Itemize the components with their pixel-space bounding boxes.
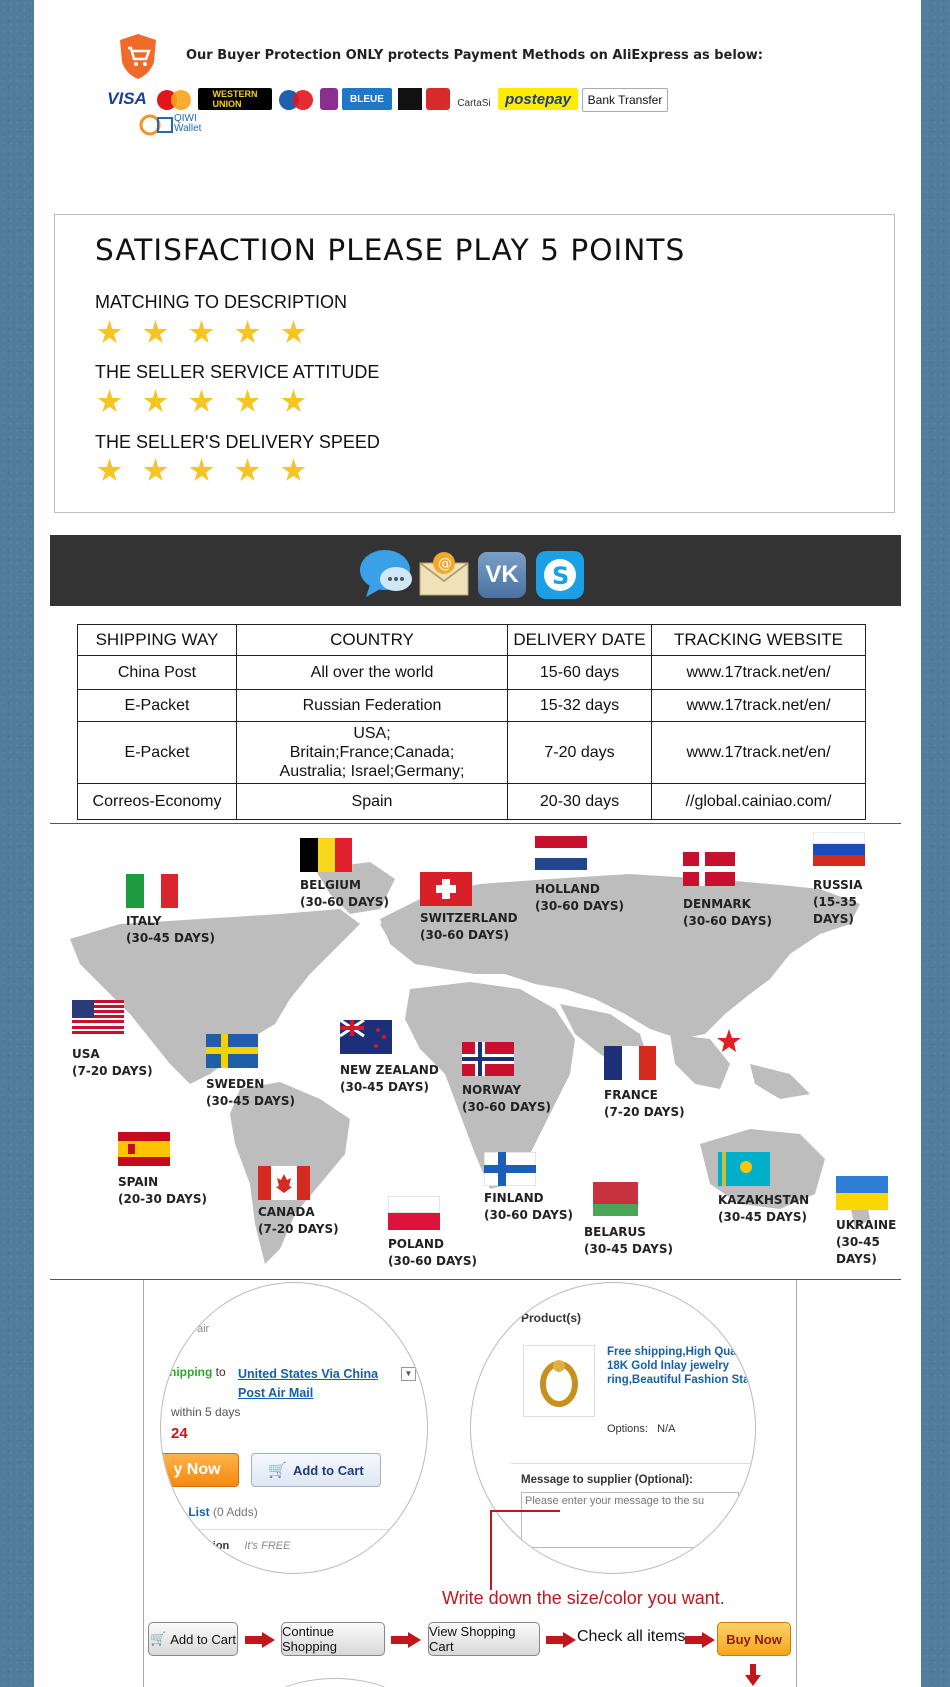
france-label: FRANCE (7-20 DAYS) bbox=[604, 1088, 685, 1119]
shipping-table bbox=[77, 624, 866, 820]
table-row bbox=[78, 784, 866, 820]
order-guide bbox=[143, 1280, 797, 1687]
header-delivery-date: DELIVERY DATE bbox=[508, 625, 652, 656]
star-icon bbox=[281, 320, 306, 345]
star-icon bbox=[143, 389, 168, 414]
star-icon bbox=[97, 389, 122, 414]
cell-country: Russian Federation bbox=[237, 690, 508, 722]
pointer-line bbox=[490, 1510, 492, 1590]
buy-now-label: y Now bbox=[173, 1461, 221, 1478]
switzerland-flag-icon bbox=[420, 872, 472, 906]
russia-flag-icon bbox=[813, 832, 865, 866]
cut-text: air bbox=[197, 1323, 210, 1335]
cart-icon: 🛒 bbox=[268, 1462, 287, 1479]
table-header-row bbox=[78, 625, 866, 656]
cell-tracking-website: www.17track.net/en/ bbox=[652, 722, 866, 784]
belgium-label: BELGIUM (30-60 DAYS) bbox=[300, 878, 389, 909]
instruction-text: Write down the size/color you want. bbox=[442, 1588, 725, 1608]
star-icon bbox=[189, 458, 214, 483]
cell-tracking-website: www.17track.net/en/ bbox=[652, 690, 866, 722]
message-section bbox=[511, 1463, 756, 1548]
cartasi-logo: CartaSi bbox=[457, 97, 491, 109]
belgium-flag-icon bbox=[300, 838, 352, 872]
denmark-flag-icon bbox=[683, 852, 735, 886]
star-icon bbox=[235, 389, 260, 414]
table-row bbox=[78, 722, 866, 784]
ukraine-label: UKRAINE (30-45 DAYS) bbox=[836, 1218, 897, 1266]
holland-label: HOLLAND (30-60 DAYS) bbox=[535, 882, 624, 913]
add-to-cart-label: Add to Cart bbox=[292, 1462, 364, 1478]
kazakhstan-label: KAZAKHSTAN (30-45 DAYS) bbox=[718, 1193, 810, 1224]
star-icon bbox=[235, 320, 260, 345]
table-row bbox=[78, 656, 866, 690]
cell-shipping-way: China Post bbox=[78, 656, 237, 690]
free-shipping-text: hipping bbox=[169, 1365, 213, 1379]
star-rating-description bbox=[97, 320, 327, 350]
poland-flag-icon bbox=[388, 1196, 440, 1230]
message-textarea[interactable]: Please enter your message to the su bbox=[521, 1492, 739, 1548]
rating-label-delivery: THE SELLER'S DELIVERY SPEED bbox=[95, 432, 380, 452]
zoom-circle-right bbox=[470, 1282, 756, 1574]
star-rating-delivery bbox=[97, 458, 327, 488]
canada-label: CANADA (7-20 DAYS) bbox=[258, 1205, 339, 1236]
star-icon bbox=[281, 458, 306, 483]
bank-transfer-logo: Bank Transfer bbox=[582, 88, 668, 112]
new-zealand-flag-icon bbox=[340, 1020, 392, 1054]
cell-country: Spain bbox=[237, 784, 508, 820]
finland-label: FINLAND (30-60 DAYS) bbox=[484, 1191, 573, 1222]
product-title-link[interactable]: Free shipping,High Qua 18K Gold Inlay jewelry ring,Beautiful Fashion Sta bbox=[607, 1346, 750, 1386]
payment-badge-icon bbox=[320, 88, 338, 110]
continue-shopping-button[interactable] bbox=[281, 1622, 385, 1656]
wishlist-row[interactable] bbox=[171, 1505, 258, 1519]
mastercard-logo bbox=[154, 89, 194, 111]
view-shopping-cart-button[interactable] bbox=[428, 1622, 540, 1656]
zoom-circle-bottom bbox=[264, 1678, 406, 1687]
rating-label-description: MATCHING TO DESCRIPTION bbox=[95, 292, 348, 312]
cell-shipping-way: E-Packet bbox=[78, 722, 237, 784]
cell-shipping-way: Correos-Economy bbox=[78, 784, 237, 820]
belarus-label: BELARUS (30-45 DAYS) bbox=[584, 1225, 673, 1256]
step-label: View Shopping Cart bbox=[429, 1624, 516, 1654]
star-icon bbox=[281, 389, 306, 414]
table-row bbox=[78, 690, 866, 722]
svg-text:S: S bbox=[552, 562, 570, 590]
options-value: N/A bbox=[657, 1423, 676, 1435]
wishlist-count: (0 Adds) bbox=[213, 1505, 258, 1519]
step-add-to-cart-button[interactable] bbox=[148, 1622, 238, 1656]
usa-label: USA (7-20 DAYS) bbox=[72, 1047, 153, 1078]
star-icon bbox=[97, 458, 122, 483]
payment-badge-icon bbox=[398, 88, 422, 110]
cell-delivery-date: 20-30 days bbox=[508, 784, 652, 820]
step-label: Add to Cart bbox=[170, 1631, 236, 1647]
cell-shipping-way: E-Packet bbox=[78, 690, 237, 722]
skype-icon[interactable] bbox=[536, 551, 584, 599]
step-label: Continue Shopping bbox=[282, 1624, 337, 1654]
sweden-flag-icon bbox=[206, 1034, 258, 1068]
to-text: to bbox=[215, 1365, 226, 1379]
buy-now-button[interactable] bbox=[717, 1622, 791, 1656]
email-icon[interactable] bbox=[418, 549, 470, 597]
denmark-label: DENMARK (30-60 DAYS) bbox=[683, 897, 772, 928]
arrow-right-icon bbox=[391, 1632, 421, 1646]
star-icon bbox=[143, 320, 168, 345]
protection-text: ction bbox=[203, 1540, 230, 1552]
world-map-section bbox=[50, 824, 901, 1279]
message-label: Message to supplier (Optional): bbox=[521, 1474, 693, 1486]
cart-icon: 🛒 bbox=[150, 1631, 167, 1646]
add-to-cart-button-zoom[interactable] bbox=[251, 1453, 381, 1487]
italy-label: ITALY (30-45 DAYS) bbox=[126, 914, 215, 945]
delivery-time-text: within 5 days bbox=[171, 1405, 241, 1419]
spain-flag-icon bbox=[118, 1132, 170, 1166]
italy-flag-icon bbox=[126, 874, 178, 908]
new-zealand-label: NEW ZEALAND (30-45 DAYS) bbox=[340, 1063, 439, 1094]
kazakhstan-flag-icon bbox=[718, 1152, 770, 1186]
star-rating-service bbox=[97, 389, 327, 419]
star-icon bbox=[189, 389, 214, 414]
rating-label-service: THE SELLER SERVICE ATTITUDE bbox=[95, 362, 380, 382]
visa-logo: VISA bbox=[107, 89, 147, 108]
cell-tracking-website: //global.cainiao.com/ bbox=[652, 784, 866, 820]
header-country: COUNTRY bbox=[237, 625, 508, 656]
product-description-page bbox=[34, 0, 921, 1687]
svg-text:@: @ bbox=[438, 556, 452, 572]
star-icon bbox=[97, 320, 122, 345]
arrow-right-icon bbox=[546, 1632, 576, 1646]
check-all-items-text: Check all items bbox=[577, 1628, 686, 1645]
poland-label: POLAND (30-60 DAYS) bbox=[388, 1237, 477, 1268]
product-image bbox=[523, 1345, 595, 1417]
chat-bubble-icon[interactable] bbox=[358, 547, 416, 599]
zoom-circle-left bbox=[160, 1282, 428, 1574]
finland-flag-icon bbox=[484, 1152, 536, 1186]
canada-flag-icon bbox=[258, 1166, 310, 1200]
switzerland-label: SWITZERLAND (30-60 DAYS) bbox=[420, 911, 518, 942]
maestro-logo bbox=[276, 89, 316, 111]
shipping-row bbox=[169, 1365, 226, 1379]
products-header: Product(s) bbox=[521, 1311, 581, 1325]
cell-delivery-date: 7-20 days bbox=[508, 722, 652, 784]
dropdown-icon[interactable]: ▼ bbox=[401, 1367, 416, 1381]
shipping-method-link[interactable] bbox=[238, 1365, 378, 1403]
belarus-flag-icon bbox=[586, 1182, 638, 1216]
norway-flag-icon bbox=[462, 1042, 514, 1076]
cell-tracking-website: www.17track.net/en/ bbox=[652, 656, 866, 690]
sweden-label: SWEDEN (30-45 DAYS) bbox=[206, 1077, 295, 1108]
payment-badge-icon bbox=[426, 88, 450, 110]
pointer-line bbox=[490, 1510, 560, 1512]
qiwi-wallet-logo: QIWI Wallet bbox=[138, 114, 218, 136]
star-icon bbox=[143, 458, 168, 483]
cart-shield-icon bbox=[118, 32, 158, 80]
star-icon bbox=[235, 458, 260, 483]
ukraine-flag-icon bbox=[836, 1176, 888, 1210]
step-label: Buy Now bbox=[726, 1631, 782, 1647]
vk-icon[interactable]: VK bbox=[478, 552, 526, 598]
arrow-right-icon bbox=[245, 1632, 275, 1646]
postepay-logo: postepay bbox=[498, 88, 578, 110]
protection-row bbox=[161, 1529, 427, 1563]
buy-now-button-zoom[interactable] bbox=[160, 1453, 239, 1487]
shipping-method-line1[interactable]: United States Via China bbox=[238, 1367, 379, 1381]
star-icon bbox=[189, 320, 214, 345]
carte-bleue-logo: BLEUE bbox=[342, 88, 392, 110]
russia-label: RUSSIA (15-35 DAYS) bbox=[813, 878, 863, 926]
buyer-protection-text: Our Buyer Protection ONLY protects Payment Methods on AliExpress as below: bbox=[186, 48, 763, 63]
cell-delivery-date: 15-60 days bbox=[508, 656, 652, 690]
france-flag-icon bbox=[604, 1046, 656, 1080]
shipping-method-line2[interactable]: Post Air Mail bbox=[238, 1386, 314, 1400]
cell-country: USA; Britain;France;Canada; Australia; Israel;Germany; bbox=[237, 722, 508, 784]
cut-text: rs bbox=[221, 1552, 230, 1563]
payment-logos bbox=[102, 88, 722, 136]
satisfaction-title: SATISFACTION PLEASE PLAY 5 POINTS bbox=[95, 233, 686, 267]
free-text: It's FREE bbox=[244, 1540, 291, 1552]
china-star-icon bbox=[717, 1029, 741, 1052]
header-tracking-website: TRACKING WEBSITE bbox=[652, 625, 866, 656]
arrow-down-icon bbox=[745, 1664, 761, 1687]
norway-label: NORWAY (30-60 DAYS) bbox=[462, 1083, 551, 1114]
options-label: Options: bbox=[607, 1423, 648, 1435]
arrow-right-icon bbox=[685, 1632, 715, 1646]
spain-label: SPAIN (20-30 DAYS) bbox=[118, 1175, 207, 1206]
wishlist-link[interactable]: sh List bbox=[171, 1505, 210, 1519]
cell-delivery-date: 15-32 days bbox=[508, 690, 652, 722]
western-union-logo: WESTERN UNION bbox=[198, 88, 272, 110]
satisfaction-box bbox=[54, 214, 895, 513]
usa-flag-icon bbox=[72, 1000, 124, 1034]
holland-flag-icon bbox=[535, 836, 587, 870]
cell-country: All over the world bbox=[237, 656, 508, 690]
price-text: 24 bbox=[171, 1425, 188, 1442]
options-row bbox=[607, 1423, 675, 1435]
header-shipping-way: SHIPPING WAY bbox=[78, 625, 237, 656]
contact-bar bbox=[50, 535, 901, 606]
